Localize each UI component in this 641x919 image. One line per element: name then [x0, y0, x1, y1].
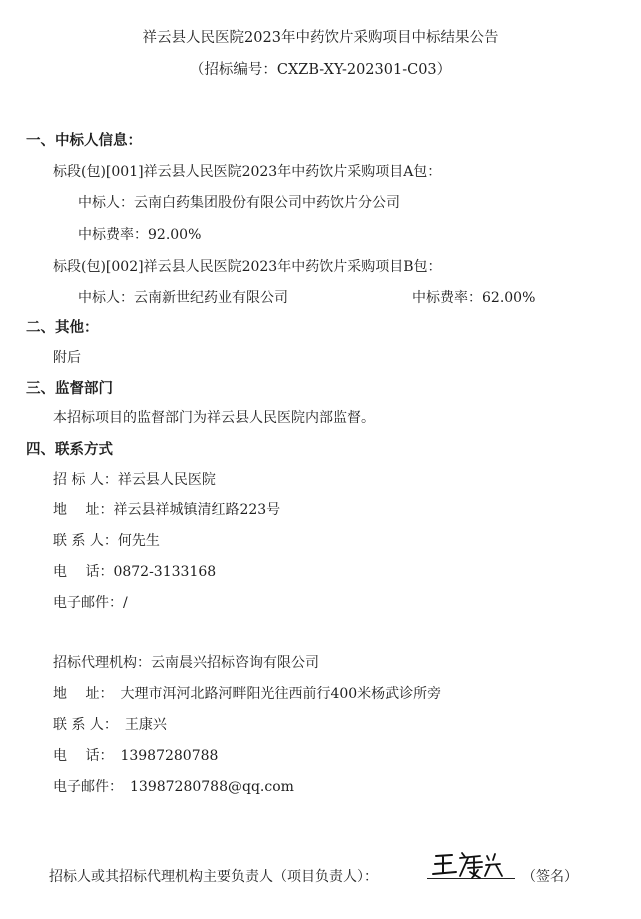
agency-address: 地 址： 大理市洱河北路河畔阳光往西前行400米杨武诊所旁: [53, 686, 442, 702]
lot-b-winner: 中标人：云南新世纪药业有限公司: [78, 290, 288, 306]
lot-b-label: 标段(包)[002]祥云县人民医院2023年中药饮片采购项目B包：: [53, 259, 442, 275]
tenderer-contact: 联 系 人：何先生: [53, 533, 160, 549]
lot-a-winner: 中标人：云南白药集团股份有限公司中药饮片分公司: [78, 195, 400, 211]
agency-email: 电子邮件： 13987280788@qq.com: [53, 779, 294, 795]
section-3-text: 本招标项目的监督部门为祥云县人民医院内部监督。: [53, 410, 375, 426]
agency-name: 招标代理机构：云南晨兴招标咨询有限公司: [53, 655, 319, 671]
lot-b-rate: 中标费率：62.00%: [412, 290, 536, 306]
tenderer-phone: 电 话：0872-3133168: [53, 564, 217, 580]
lot-a-rate: 中标费率：92.00%: [78, 227, 202, 243]
section-3-heading: 三、监督部门: [26, 381, 113, 397]
section-2-heading: 二、其他：: [26, 320, 99, 336]
tenderer-address: 地 址：祥云县祥城镇清红路223号: [53, 502, 281, 518]
agency-contact: 联 系 人： 王康兴: [53, 717, 167, 733]
lot-a-label: 标段(包)[001]祥云县人民医院2023年中药饮片采购项目A包：: [53, 164, 442, 180]
section-2-text: 附后: [53, 350, 81, 366]
tenderer-email: 电子邮件：/: [53, 595, 128, 611]
section-1-heading: 一、中标人信息：: [26, 133, 142, 149]
page-title: 祥云县人民医院2023年中药饮片采购项目中标结果公告: [142, 30, 499, 46]
agency-phone: 电 话： 13987280788: [53, 748, 219, 764]
signature-tag: （签名）: [522, 869, 578, 885]
section-4-heading: 四、联系方式: [26, 442, 113, 458]
tenderer-name: 招 标 人：祥云县人民医院: [53, 472, 216, 488]
bid-number: （招标编号：CXZB-XY-202301-C03）: [189, 62, 452, 78]
handwritten-signature: [430, 848, 516, 880]
signature-label: 招标人或其招标代理机构主要负责人（项目负责人）：: [49, 869, 378, 885]
